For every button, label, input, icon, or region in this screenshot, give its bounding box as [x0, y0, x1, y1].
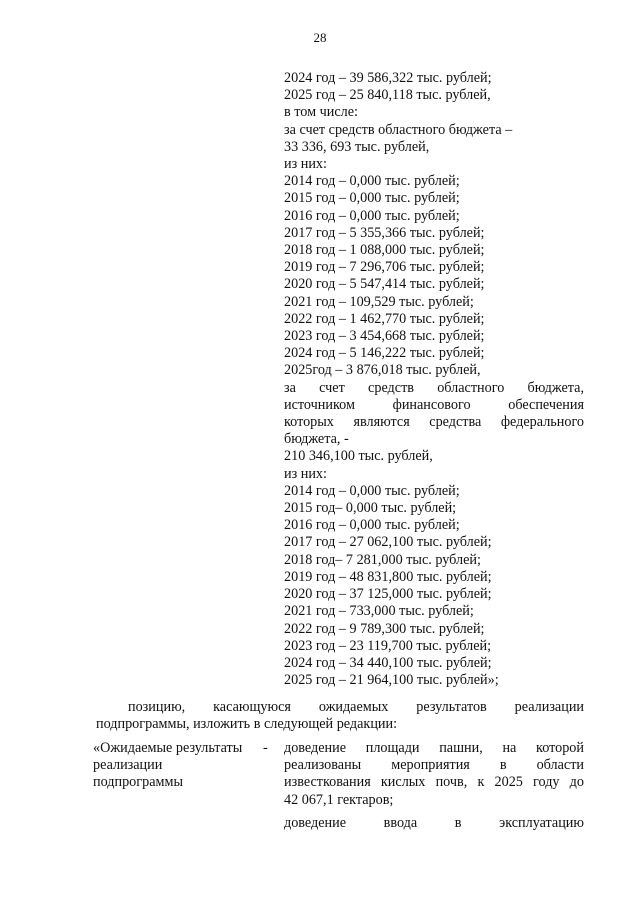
federal-source-line: за счет средств областного бюджета,	[284, 379, 584, 396]
results-dash: -	[263, 740, 268, 756]
budget-line: из них:	[284, 156, 327, 173]
results-label-line: «Ожидаемые результаты	[93, 740, 243, 756]
federal-line: из них:	[284, 465, 327, 482]
budget-block	[284, 70, 584, 689]
results-label-line: подпрограммы	[93, 774, 183, 791]
results-value-line: 42 067,1 гектаров;	[284, 791, 394, 808]
budget-line: 2022 год – 1 462,770 тыс. рублей;	[284, 310, 485, 327]
intro-paragraph	[96, 699, 584, 733]
federal-line: 2024 год – 34 440,100 тыс. рублей;	[284, 654, 492, 671]
budget-line: 2025год – 3 876,018 тыс. рублей,	[284, 362, 481, 379]
budget-line: 2025 год – 25 840,118 тыс. рублей,	[284, 87, 491, 104]
federal-line: 2014 год – 0,000 тыс. рублей;	[284, 482, 460, 499]
intro-line: подпрограммы, изложить в следующей редакции:	[96, 716, 398, 733]
results-label-line: реализации	[93, 757, 163, 774]
budget-line: 2016 год – 0,000 тыс. рублей;	[284, 207, 460, 224]
budget-line: за счет средств областного бюджета –	[284, 121, 513, 138]
results-value-cell	[284, 740, 584, 832]
federal-line: 2025 год – 21 964,100 тыс. рублей»;	[284, 672, 499, 689]
federal-source-line: которых являются средства федерального	[284, 414, 584, 431]
budget-line: 2021 год – 109,529 тыс. рублей;	[284, 293, 474, 310]
federal-line: 210 346,100 тыс. рублей,	[284, 448, 433, 465]
federal-line: 2017 год – 27 062,100 тыс. рублей;	[284, 534, 492, 551]
budget-line: 2018 год – 1 088,000 тыс. рублей;	[284, 242, 485, 259]
budget-line: 2023 год – 3 454,668 тыс. рублей;	[284, 328, 485, 345]
federal-line: 2018 год– 7 281,000 тыс. рублей;	[284, 551, 481, 568]
federal-line: 2021 год – 733,000 тыс. рублей;	[284, 603, 474, 620]
federal-line: 2022 год – 9 789,300 тыс. рублей;	[284, 620, 485, 637]
page-number: 28	[313, 30, 327, 45]
budget-line: 2019 год – 7 296,706 тыс. рублей;	[284, 259, 485, 276]
results-label-cell	[93, 740, 283, 792]
federal-source-line: источником финансового обеспечения	[284, 396, 584, 413]
federal-line: 2016 год – 0,000 тыс. рублей;	[284, 517, 460, 534]
budget-line: в том числе:	[284, 104, 358, 121]
budget-line: 2024 год – 5 146,222 тыс. рублей;	[284, 345, 485, 362]
results-value-line: доведение ввода в эксплуатацию	[284, 814, 584, 831]
budget-line: 2024 год – 39 586,322 тыс. рублей;	[284, 70, 492, 86]
results-value-line: известкования кислых почв, к 2025 году до	[284, 774, 584, 791]
budget-line: 2017 год – 5 355,366 тыс. рублей;	[284, 224, 485, 241]
budget-line: 2014 год – 0,000 тыс. рублей;	[284, 173, 460, 190]
federal-source-line: бюджета, -	[284, 431, 349, 448]
budget-line: 2015 год – 0,000 тыс. рублей;	[284, 190, 460, 207]
budget-line: 2020 год – 5 547,414 тыс. рублей;	[284, 276, 485, 293]
federal-line: 2015 год– 0,000 тыс. рублей;	[284, 500, 457, 517]
results-value-line: реализованы мероприятия в области	[284, 757, 584, 774]
results-value-line: доведение площади пашни, на которой	[284, 740, 584, 756]
intro-line: позицию, касающуюся ожидаемых результатов реализации	[128, 699, 584, 715]
federal-line: 2020 год – 37 125,000 тыс. рублей;	[284, 586, 492, 603]
federal-line: 2019 год – 48 831,800 тыс. рублей;	[284, 568, 492, 585]
federal-line: 2023 год – 23 119,700 тыс. рублей;	[284, 637, 492, 654]
budget-line: 33 336, 693 тыс. рублей,	[284, 138, 430, 155]
